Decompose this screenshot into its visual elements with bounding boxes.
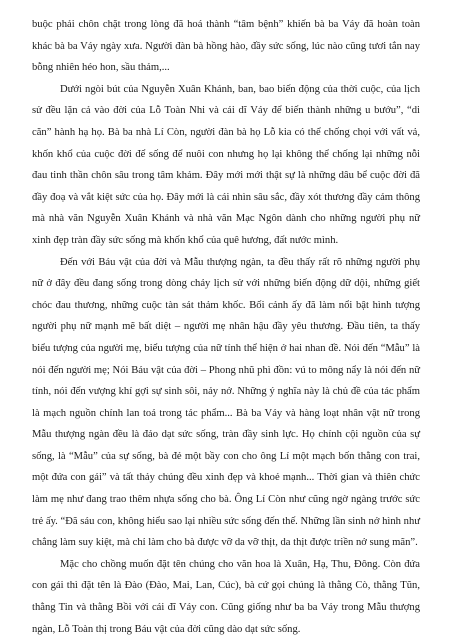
paragraph-2: Dưới ngòi bút của Nguyễn Xuân Khánh, ban, bao biến động của thời cuộc, của lịch sử đều lặn cả vào đời của Lỗ Toàn Nhi và cái dĩ Váy để biến thành những u bướu”, “di căn” hành hạ họ. Bà ba nhà Lí Còn, người đàn bà họ Lỗ kia có thể chống chọi với vất vả, khốn khổ của cuộc đời để sống để nuôi con nhưng họ lại không thể chống lại những nỗi đau tinh thần chôn sâu trong tâm khảm. Đây mới mới thật sự là những dâu bể cuộc đời đã đầy đoạ và vắt kiệt sức của họ. Đây mới là cái nhìn sâu sắc, đầy xót thương đầy cảm thông mà nhà văn Nguyễn Xuân Khánh và nhà văn Mạc Ngôn dành cho những người phụ nữ xinh đẹp tràn đầy sức sống mà khốn khổ của quê hương, đất nước mình. bbox=[32, 83, 420, 246]
document-page bbox=[32, 14, 420, 640]
paragraph-1: buộc phải chôn chặt trong lòng đã hoá thành “tâm bệnh” khiến bà ba Váy đã hoàn toàn khác bà ba Váy ngày xưa. Người đàn bà hồng hào, đầy sức sống, lúc nào cũng tươi tắn nay bỗng nhiên héo hon, sầu thảm,... bbox=[32, 19, 420, 74]
paragraph-3: Đến với Báu vật của đời và Mẫu thượng ngàn, ta đều thấy rất rõ những người phụ nữ ở đây đều đang sống trong dòng chảy lịch sử với những biến động dữ dội, những giết chóc đau thương, những cuộc tàn sát thảm khốc. Bối cảnh ấy đã làm nổi bật hình tượng người phụ nữ mạnh mẽ bất diệt – người mẹ nhân hậu đầy yêu thương. Đầu tiên, ta thấy biểu tượng của người mẹ, biểu tượng của nữ tính thể hiện ở hai nhan đề. Nói đến “Mẫu” là nói đến người mẹ; Nói Báu vật của đời – Phong nhũ phì đồn: vú to mông nẩy là nói đến nữ tính, nói đến vượng khí gợi sự sinh sôi, nảy nở. Những ý nghĩa này là chủ đề của tác phẩm là mạch nguồn chính lan toả trong tác phẩm... Bà ba Váy và hàng loạt nhân vật nữ trong Mẫu thượng ngàn đều là đảo dạt sức sống, tràn đầy sinh lực. Họ chính cội nguồn của sự sống, là “Mẫu” của sự sống, bà đẻ một bầy con cho ông Lí một mạch bốn thằng con trai, một đứa con gái” và tất thảy chúng đều xinh đẹp và khoẻ mạnh... Thời gian và thiên chức làm mẹ như đang trao thêm nhựa sống cho bà. Ông Lí Còn như cũng ngờ ngàng trước sức trẻ ấy. “Đã sáu con, không hiểu sao lại nhiều sức sống đến thế. Những lần sinh nở hình như chẳng làm suy kiệt, mà chỉ làm cho bà được vỡ da vỡ thịt, da thịt được triền nở sung mãn”. bbox=[32, 256, 420, 549]
paragraph-4: Mặc cho chồng muốn đặt tên chúng cho văn hoa là Xuân, Hạ, Thu, Đông. Còn đứa con gái thì đặt tên là Đào (Đào, Mai, Lan, Cúc), bà cứ gọi chúng là thằng Cò, thằng Tũn, thằng Tin và thằng Bồi với cái đĩ Váy con. Cũng giống như ba ba Váy trong Mẫu thượng ngàn, Lỗ Toàn thị trong Báu vật của đời cũng dào dạt sức sống. bbox=[32, 558, 420, 635]
